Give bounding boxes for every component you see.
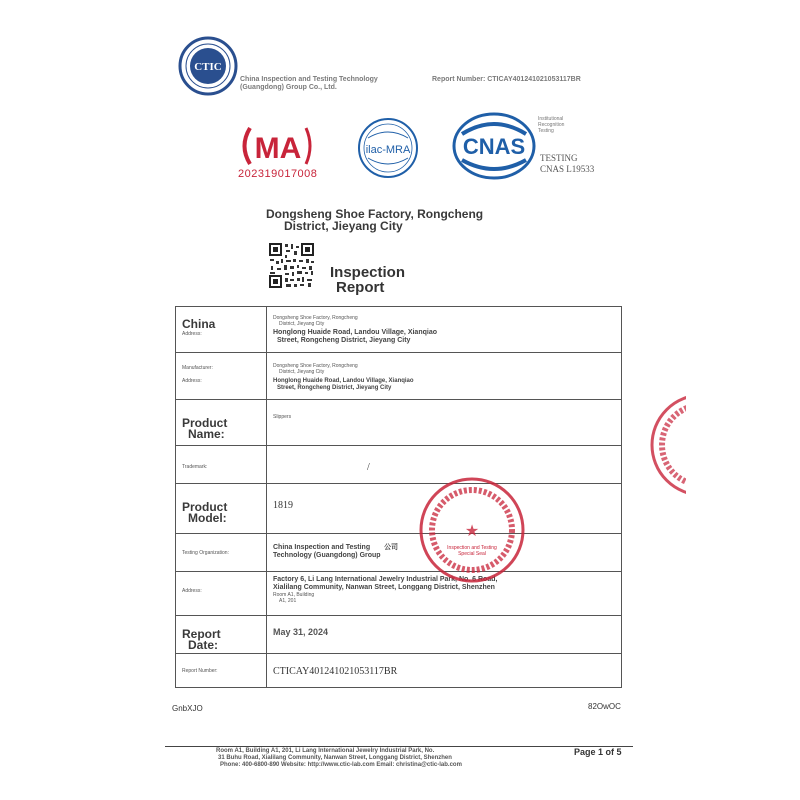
label-report-number-text: Report Number: [182, 668, 218, 674]
footer-right-code: 82OwOC [588, 702, 621, 711]
label-manufacturer-text: Manufacturer: [182, 365, 213, 371]
label-product-model [176, 484, 267, 534]
row-trademark [176, 446, 622, 484]
cnas-side-1: Institutional [538, 116, 564, 122]
seal-line1: Inspection and Testing [447, 545, 497, 551]
addr-line3: Room A1, Building [273, 592, 315, 598]
value-product-name [267, 400, 622, 446]
mfr-addr2: Street, Rongcheng District, Jieyang City [277, 385, 392, 391]
seal-line2: Special Seal [458, 551, 486, 557]
company-line2: (Guangdong) Group Co., Ltd. [240, 84, 337, 91]
client-name2: District, Jieyang City [279, 321, 325, 327]
report-title-line2: Report [336, 279, 385, 296]
label-address [176, 572, 267, 616]
header-company [240, 76, 378, 92]
client-addr2: Street, Rongcheng District, Jieyang City [277, 337, 411, 344]
org-line2: Technology (Guangdong) Group [273, 552, 381, 559]
client-addr1: Honglong Huaide Road, Landou Village, Xianqiao [273, 329, 437, 336]
label-model-1: Product [182, 500, 228, 514]
label-address-text: Address: [182, 588, 202, 594]
label-date-2: Date: [188, 638, 219, 652]
row-testing-organization [176, 534, 622, 572]
report-title [330, 265, 405, 295]
qr-code [268, 242, 315, 289]
label-product-name-1: Product [182, 416, 228, 430]
label-report-date [176, 616, 267, 654]
row-address [176, 572, 622, 616]
addr-line1: Factory 6, Li Lang International Jewelry Industrial Park, No. 6 Road, [273, 576, 498, 583]
label-trademark [176, 446, 267, 484]
cma-code: 202319017008 [238, 168, 318, 180]
row-report-number [176, 654, 622, 688]
ilac-mra-logo [356, 116, 420, 180]
mfr-name: Dongsheng Shoe Factory, Rongcheng [273, 363, 358, 369]
footer-contact: Phone: 400-6800-890 Website: http://www.ctic-lab.com Email: christina@ctic-lab.com [220, 762, 462, 768]
addr-line4: A1, 201 [279, 598, 297, 604]
label-date-1: Report [182, 627, 221, 641]
footer-addr-line1: Room A1, Building A1, 201, Li Lang International Jewelry Industrial Park, No. [216, 748, 435, 754]
footer-divider [165, 746, 633, 747]
label-manufacturer [176, 353, 267, 400]
client-name: Dongsheng Shoe Factory, Rongcheng [273, 315, 358, 321]
footer-left-code: GnbXJO [172, 704, 203, 713]
cnas-side-text [538, 116, 564, 134]
label-client [176, 307, 267, 353]
cnas-side-2: Recognition [538, 122, 565, 128]
row-product-model [176, 484, 622, 534]
label-trademark-text: Trademark: [182, 464, 208, 470]
mfr-name2: District, Jieyang City [279, 369, 325, 375]
product-model: 1819 [273, 500, 293, 511]
org-line1: China Inspection and Testing [273, 544, 371, 551]
value-report-number [267, 654, 622, 688]
svg-text:★: ★ [464, 523, 480, 540]
report-info-table [175, 306, 622, 688]
label-mfr-address: Address: [182, 378, 202, 384]
cnas-side-3: Testing [538, 128, 554, 134]
ilac-text: ilac-MRA [365, 144, 411, 156]
value-client [267, 307, 622, 353]
footer-addr-line2: 31 Buhu Road, Xialilang Community, Nanwan Street, Longgang District, Shenzhen [218, 755, 452, 761]
factory-title-line2: District, Jieyang City [284, 219, 403, 233]
report-title-line1: Inspection [330, 264, 406, 281]
label-client-small: Address: [182, 331, 202, 337]
row-manufacturer [176, 353, 622, 400]
value-manufacturer [267, 353, 622, 400]
cnas-code: CNAS L19533 [540, 164, 595, 174]
row-product-name [176, 400, 622, 446]
report-number: CTICAY401241021053117BR [273, 666, 398, 677]
label-org-text: Testing Organization: [182, 550, 229, 556]
factory-title [266, 208, 483, 232]
cnas-text: CNAS [462, 134, 526, 159]
footer-page-number: Page 1 of 5 [574, 747, 622, 757]
partial-seal-right [646, 390, 686, 500]
trademark: / [367, 462, 370, 473]
cnas-logo [452, 112, 536, 180]
value-report-date [267, 616, 622, 654]
product-name: Slippers [273, 414, 292, 420]
header-report-number: Report Number: CTICAY401241021053117BR [432, 76, 581, 83]
ctic-logo [178, 36, 238, 96]
logo-text: CTIC [194, 61, 222, 73]
cnas-testing: TESTING [540, 153, 578, 163]
label-client-big: China [182, 317, 216, 331]
seal-text [427, 545, 517, 557]
label-testing-organization [176, 534, 267, 572]
addr-line2: Xialilang Community, Nanwan Street, Longgang District, Shenzhen [273, 584, 495, 591]
report-date: May 31, 2024 [273, 627, 329, 637]
mfr-addr1: Honglong Huaide Road, Landou Village, Xianqiao [273, 378, 414, 384]
factory-title-line1: Dongsheng Shoe Factory, Rongcheng [266, 207, 484, 221]
label-model-2: Model: [188, 511, 227, 525]
row-client [176, 307, 622, 353]
row-report-date [176, 616, 622, 654]
footer-address [216, 748, 462, 769]
company-line1: China Inspection and Testing Technology [240, 76, 378, 83]
cma-logo [236, 124, 316, 168]
label-product-name [176, 400, 267, 446]
label-report-number [176, 654, 267, 688]
label-product-name-2: Name: [188, 427, 225, 441]
cnas-testing-block [540, 153, 594, 175]
official-seal [418, 476, 526, 584]
cma-text: MA [254, 132, 302, 165]
org-suffix: 公司 [384, 544, 399, 551]
